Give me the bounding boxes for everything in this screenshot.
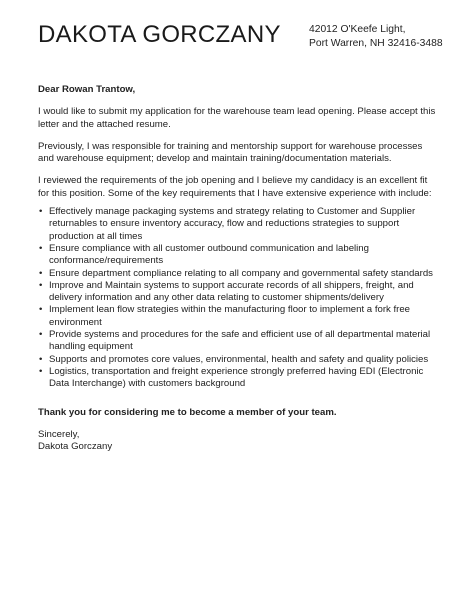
- list-item-text: Implement lean flow strategies within the manufacturing floor to implement a fork free environment: [49, 304, 411, 328]
- requirements-list: [38, 206, 436, 390]
- list-item: [38, 304, 436, 329]
- list-item: [38, 329, 436, 354]
- address-line-2: Port Warren, NH 32416-3488: [309, 38, 443, 49]
- list-item-text: Effectively manage packaging systems and strategy relating to Customer and Supplier returnables to ensure inventory accuracy, flow and reductions strategies to support production at all times: [49, 206, 416, 242]
- applicant-name-heading: DAKOTA GORCZANY: [38, 21, 281, 48]
- list-item-text: Provide systems and procedures for the safe and efficient use of all departmental material handling equipment: [49, 329, 431, 353]
- paragraph-experience: Previously, I was responsible for training and mentorship support for warehouse processes and warehouse equipment; develop and maintain training/documentation materials.: [38, 140, 423, 165]
- bullet-icon: •: [39, 242, 43, 254]
- bullet-icon: •: [39, 353, 43, 365]
- list-item-text: Improve and Maintain systems to support accurate records of all shippers, freight, and delivery information and any other data relating to customer shipments/delivery: [49, 279, 414, 304]
- address-line-1: 42012 O'Keefe Light,: [309, 24, 406, 35]
- signoff: Sincerely,: [38, 428, 80, 440]
- list-item-text: Ensure compliance with all customer outbound communication and labeling conformance/requirements: [49, 242, 369, 267]
- list-item-text: Ensure department compliance relating to all company and governmental safety standards: [49, 267, 433, 279]
- letter-body: [38, 84, 436, 453]
- bullet-icon: •: [39, 365, 43, 377]
- list-item: [38, 354, 436, 366]
- list-item-text: Supports and promotes core values, environmental, health and safety and quality policies: [49, 353, 429, 365]
- letter-greeting: Dear Rowan Trantow,: [38, 84, 136, 95]
- bullet-icon: •: [39, 304, 43, 316]
- paragraph-requirements-intro: I reviewed the requirements of the job opening and I believe my candidacy is an excellent fit for this position. Some of the key requirements that I have extensive experience with include:: [38, 175, 432, 199]
- signature-name: Dakota Gorczany: [38, 441, 113, 453]
- list-item: [38, 206, 436, 243]
- list-item-text: Logistics, transportation and freight experience strongly preferred having EDI (Electronic Data Interchange) with customers background: [49, 365, 424, 390]
- bullet-icon: •: [39, 279, 43, 291]
- bullet-icon: •: [39, 329, 43, 341]
- list-item: [38, 268, 436, 280]
- applicant-address: [309, 23, 443, 51]
- list-item: [38, 280, 436, 305]
- list-item: [38, 366, 436, 391]
- bullet-icon: •: [39, 267, 43, 279]
- bullet-icon: •: [39, 206, 43, 218]
- paragraph-intro: I would like to submit my application for the warehouse team lead opening. Please accept this letter and the attached resume.: [38, 106, 436, 130]
- closing-statement: Thank you for considering me to become a member of your team.: [38, 406, 337, 418]
- list-item: [38, 243, 436, 268]
